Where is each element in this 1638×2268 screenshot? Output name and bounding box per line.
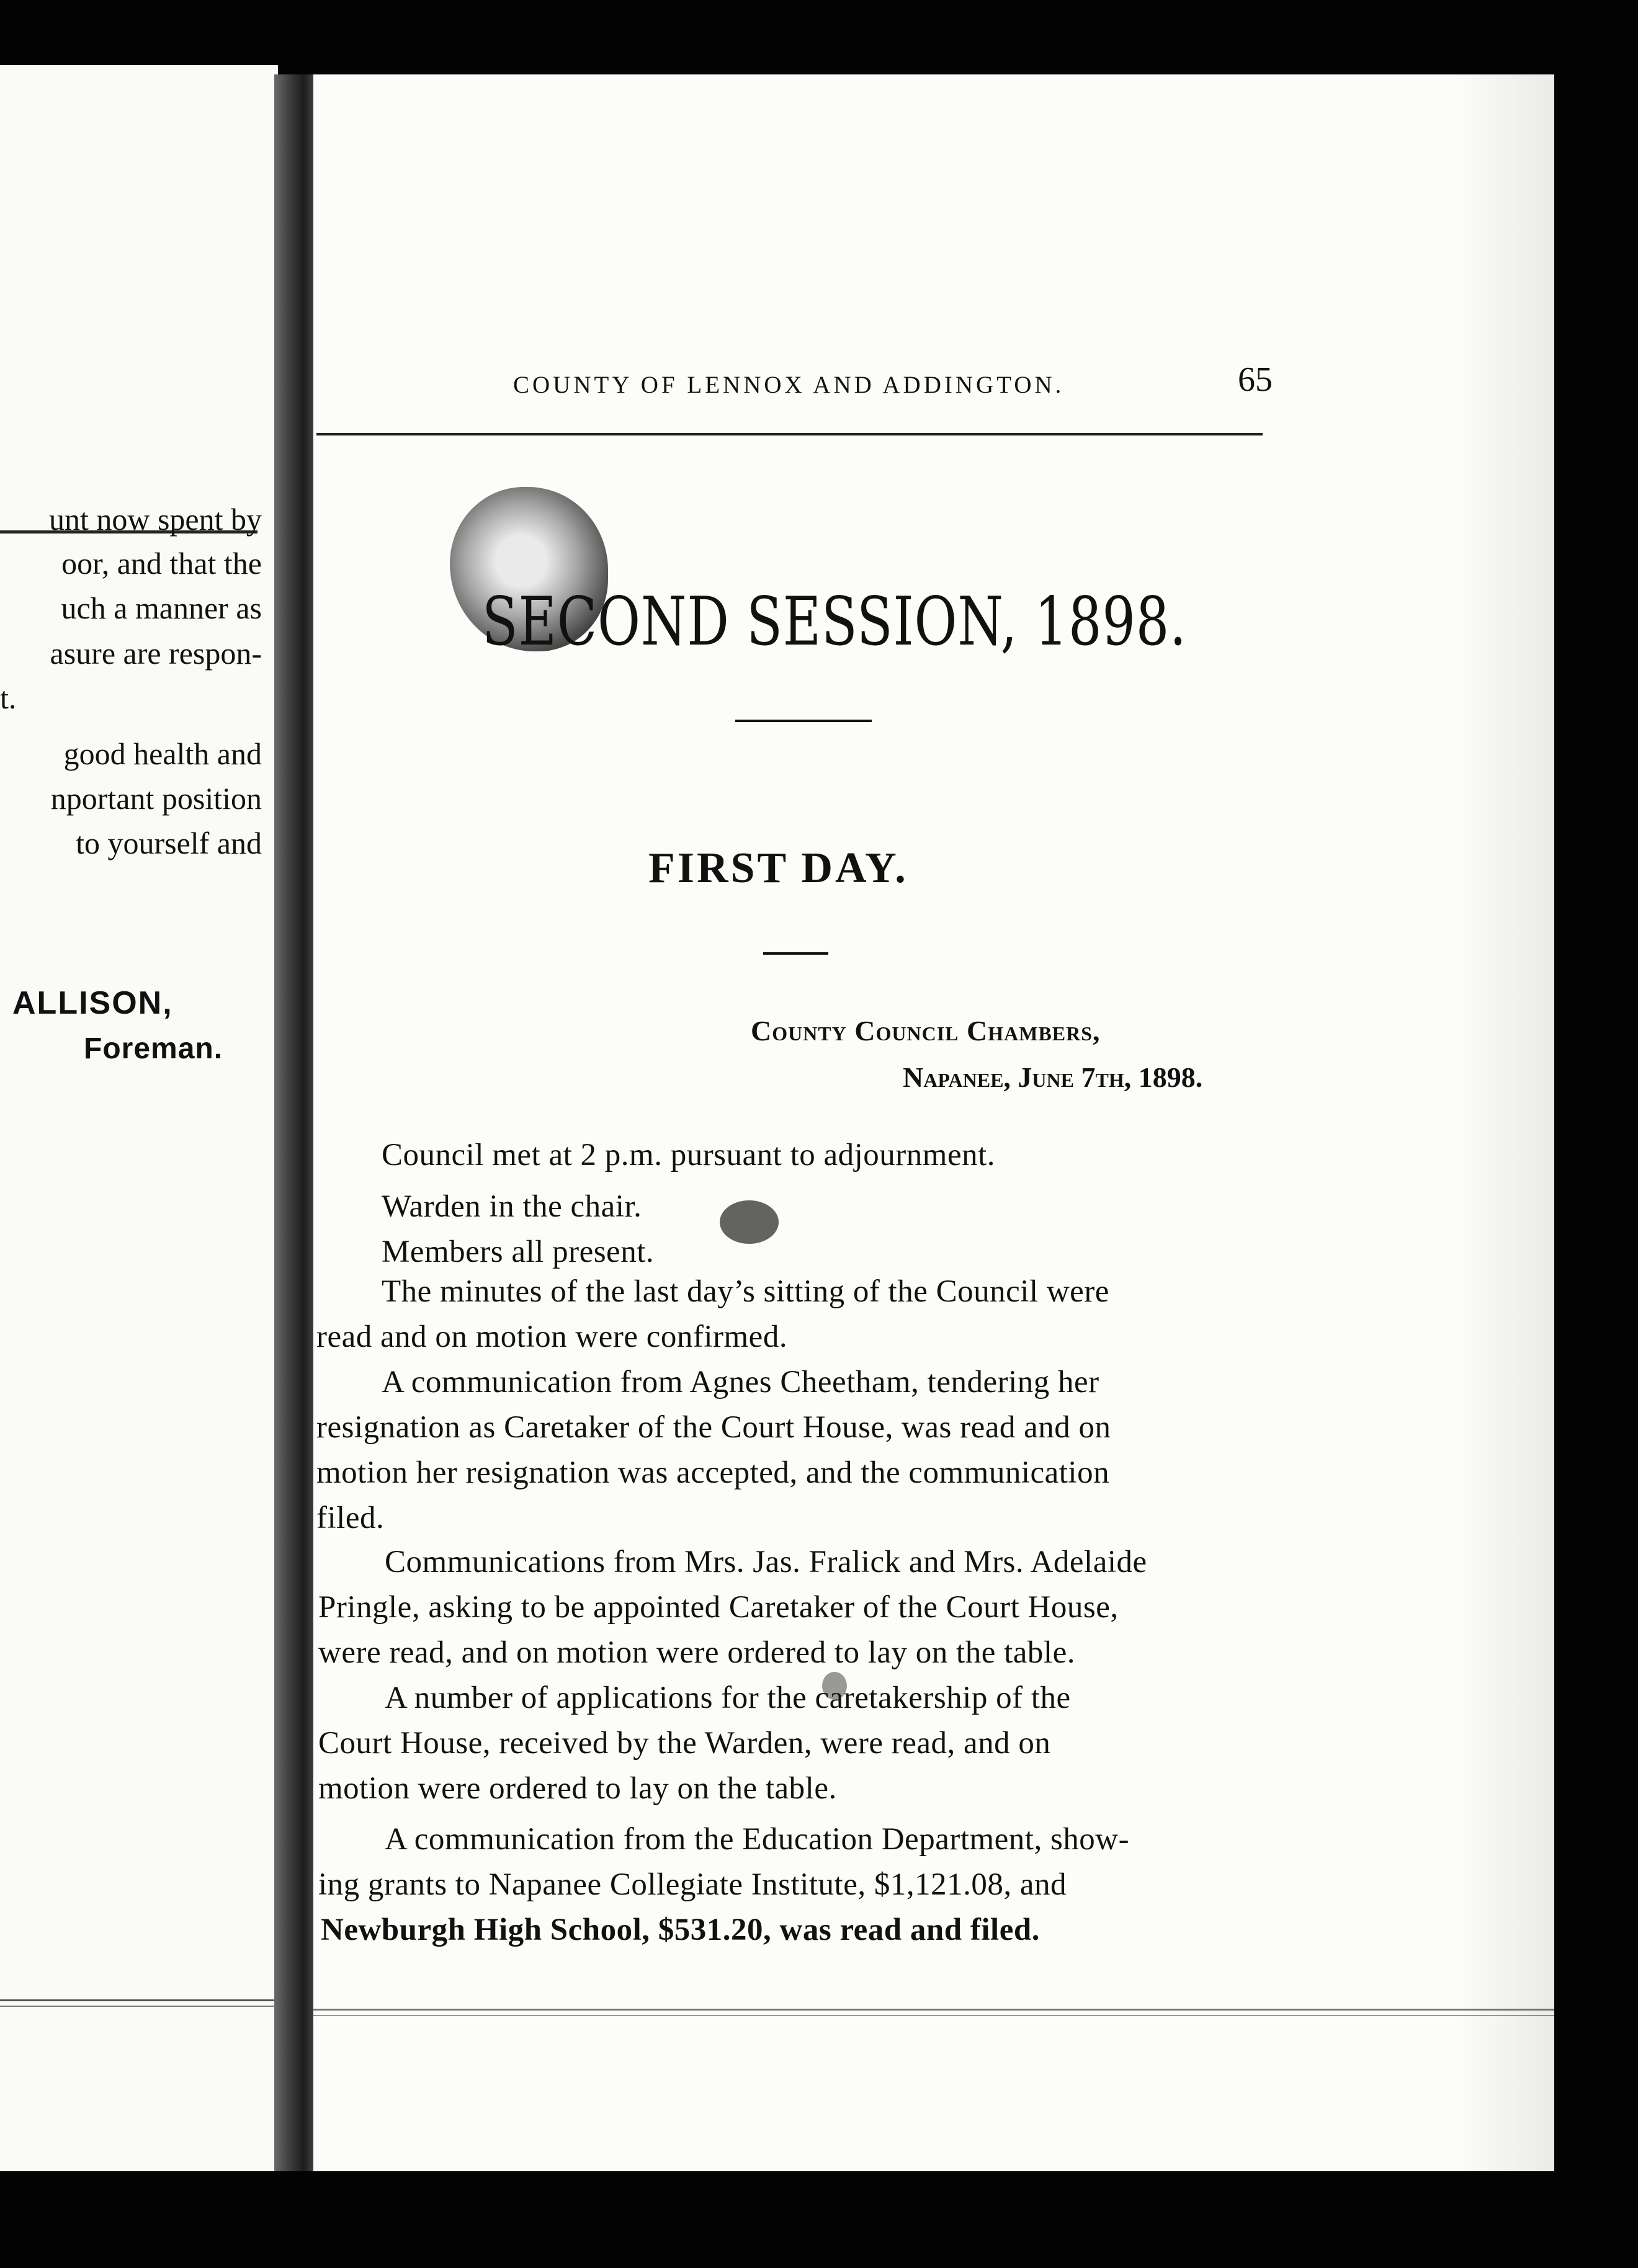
session-title: SECOND SESSION, 1898. bbox=[482, 583, 1187, 661]
day-heading: FIRST DAY. bbox=[648, 844, 908, 892]
title-divider bbox=[735, 720, 872, 722]
dateline: Napanee, June 7th, 1898. bbox=[903, 1061, 1203, 1093]
ink-smudge bbox=[720, 1200, 779, 1244]
running-head: COUNTY OF LENNOX AND ADDINGTON. bbox=[513, 372, 1065, 398]
meeting-location: County Council Chambers, bbox=[751, 1015, 1101, 1047]
minutes-line: Council met at 2 p.m. pursuant to adjournment. bbox=[382, 1138, 996, 1172]
signature-name: ALLISON, bbox=[12, 985, 173, 1021]
minutes-line: Court House, received by the Warden, were read, and on bbox=[318, 1726, 1051, 1761]
left-text-line: good health and bbox=[63, 736, 262, 771]
left-text-line: unt now spent by bbox=[48, 502, 262, 537]
ink-smudge bbox=[822, 1672, 847, 1700]
left-text-line: to yourself and bbox=[76, 826, 262, 860]
heading-divider bbox=[763, 952, 828, 955]
bottom-rule bbox=[313, 2009, 1554, 2011]
minutes-line: A communication from the Education Department, show- bbox=[385, 1822, 1130, 1857]
left-bottom-rule bbox=[0, 2006, 278, 2007]
left-text-line: t. bbox=[0, 681, 17, 715]
minutes-line: The minutes of the last day’s sitting of the Council were bbox=[382, 1274, 1109, 1309]
minutes-line: ing grants to Napanee Collegiate Institute, $1,121.08, and bbox=[318, 1867, 1067, 1902]
page-edge-shadow bbox=[1455, 74, 1554, 2171]
minutes-line: motion were ordered to lay on the table. bbox=[318, 1771, 837, 1806]
minutes-line: Communications from Mrs. Jas. Fralick and Mrs. Adelaide bbox=[385, 1545, 1147, 1579]
signature-title: Foreman. bbox=[84, 1032, 223, 1065]
minutes-line: Pringle, asking to be appointed Caretaker of the Court House, bbox=[318, 1590, 1119, 1625]
right-page bbox=[313, 74, 1554, 2171]
header-rule bbox=[316, 433, 1263, 435]
minutes-line: motion her resignation was accepted, and the communication bbox=[316, 1455, 1110, 1490]
left-bottom-rule bbox=[0, 1999, 278, 2001]
book-gutter bbox=[274, 74, 316, 2171]
left-text-line: nportant position bbox=[50, 781, 262, 816]
minutes-line: filed. bbox=[316, 1501, 385, 1535]
minutes-line: read and on motion were confirmed. bbox=[316, 1319, 788, 1354]
left-facing-page bbox=[0, 65, 278, 2171]
bottom-rule bbox=[313, 2015, 1554, 2016]
left-text-line: asure are respon- bbox=[50, 636, 262, 671]
minutes-line: Newburgh High School, $531.20, was read and filed. bbox=[321, 1913, 1040, 1947]
page-number: 65 bbox=[1238, 360, 1273, 399]
left-text-line: oor, and that the bbox=[61, 546, 262, 581]
left-text-line: uch a manner as bbox=[61, 591, 262, 625]
minutes-line: Members all present. bbox=[382, 1234, 655, 1269]
minutes-line: Warden in the chair. bbox=[382, 1189, 642, 1224]
minutes-line: A communication from Agnes Cheetham, tendering her bbox=[382, 1365, 1099, 1400]
minutes-line: resignation as Caretaker of the Court House, was read and on bbox=[316, 1410, 1111, 1445]
minutes-line: were read, and on motion were ordered to lay on the table. bbox=[318, 1635, 1075, 1670]
minutes-line: A number of applications for the caretakership of the bbox=[385, 1681, 1071, 1715]
